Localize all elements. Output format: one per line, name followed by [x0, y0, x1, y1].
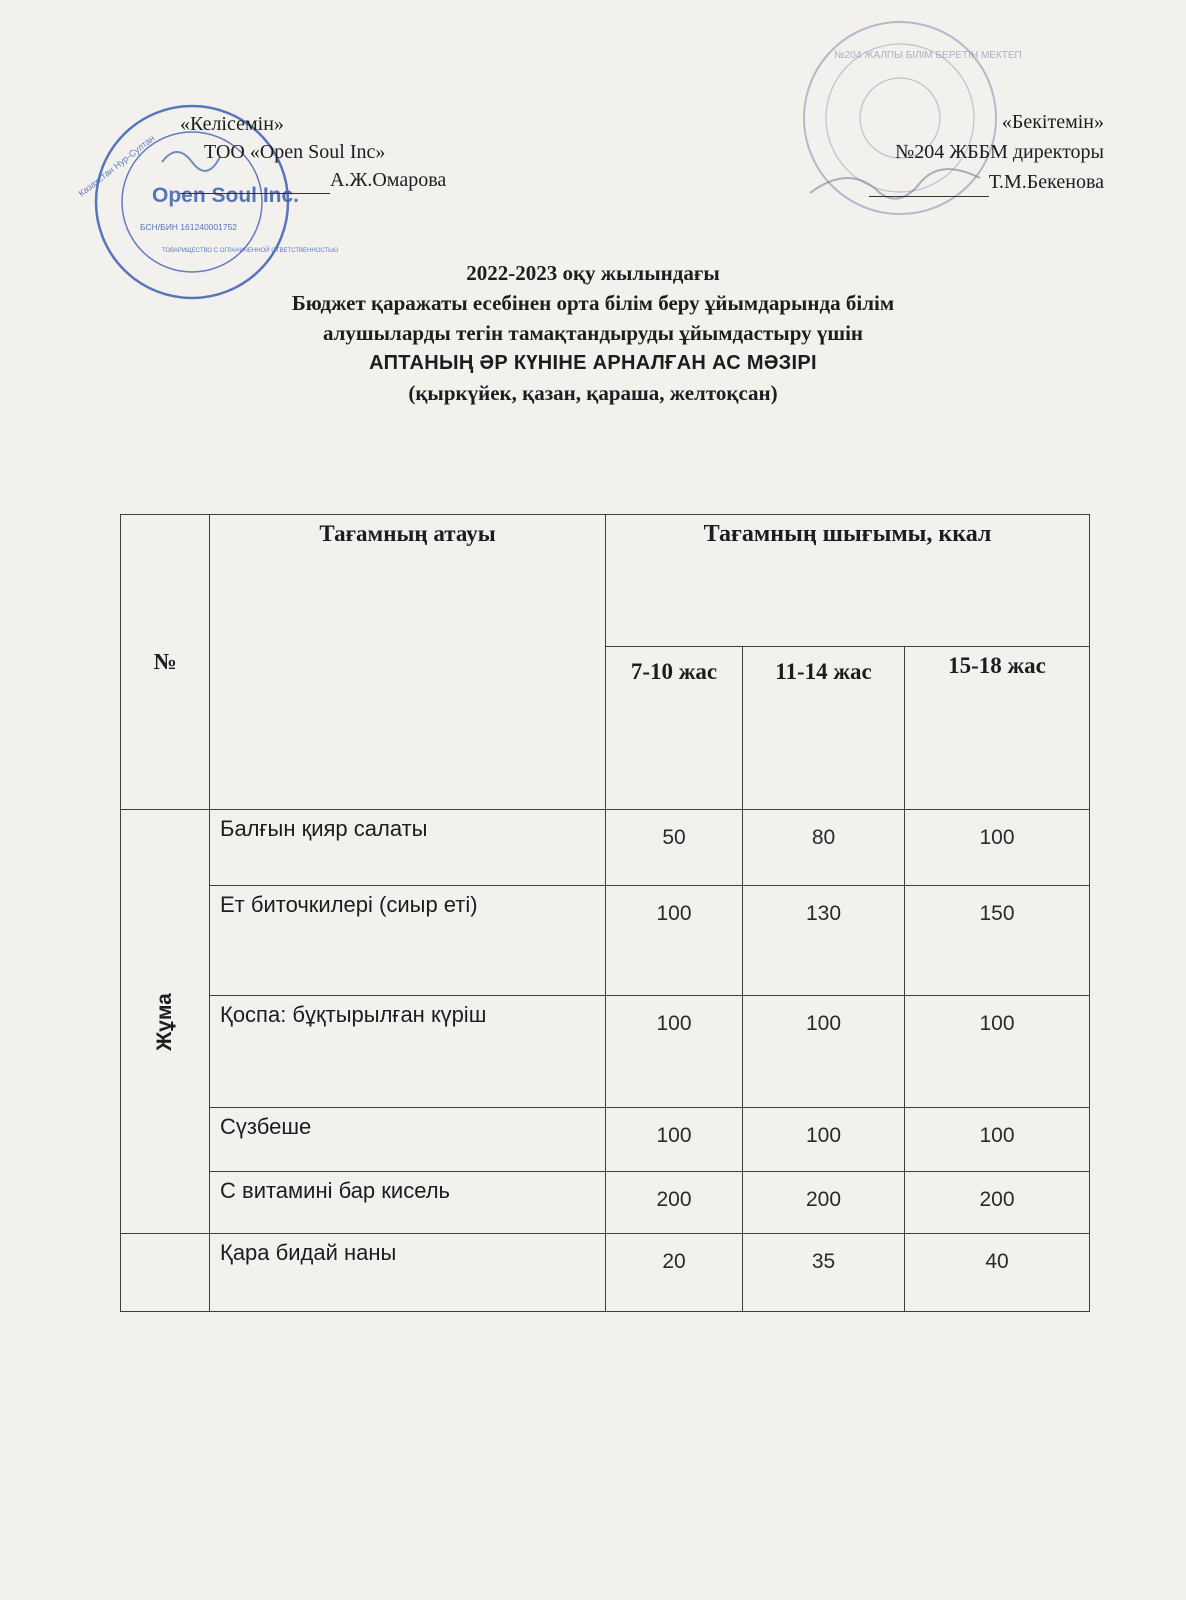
value-15-18: 150: [905, 886, 1090, 996]
value-7-10: 100: [606, 1108, 743, 1172]
value-11-14: 200: [743, 1172, 905, 1234]
approval-right-position: №204 ЖББМ директоры: [895, 141, 1104, 163]
value-7-10: 20: [606, 1234, 743, 1312]
table-row: [121, 1172, 1090, 1234]
table-row: [121, 1234, 1090, 1312]
title-line-5: (қыркүйек, қазан, қараша, желтоқсан): [408, 381, 778, 405]
value-15-18: 200: [905, 1172, 1090, 1234]
title-line-3: алушыларды тегін тамақтандыруды ұйымдастыру үшін: [322, 321, 864, 345]
stamp-company-text: Open Soul Inc.: [152, 184, 300, 207]
header-age-15-18: 15-18 жас: [905, 647, 1090, 810]
table-row: [121, 810, 1090, 886]
document-title: [120, 258, 1066, 408]
title-line-4: АПТАНЫҢ ӘР КҮНІНЕ АРНАЛҒАН АС МӘЗІРІ: [369, 352, 817, 374]
menu-table: [120, 514, 1090, 1312]
title-line-2: Бюджет қаражаты есебінен орта білім беру ұйымдарында білім: [291, 291, 895, 315]
value-11-14: 100: [743, 1108, 905, 1172]
header-age-7-10: 7-10 жас: [606, 647, 743, 810]
dish-name: Қара бидай наны: [210, 1234, 606, 1312]
table-row: [121, 1108, 1090, 1172]
stamp-city-text: Казахстан Нур-Султан: [76, 133, 157, 199]
value-15-18: 100: [905, 996, 1090, 1108]
header-dish-name: Тағамның атауы: [210, 515, 606, 810]
stamp-bin-text: БСН/БИН 161240001752: [140, 222, 238, 232]
day-cell: [121, 810, 210, 1234]
table-row: [121, 996, 1090, 1108]
stamp-org-type-text: ТОВАРИЩЕСТВО С ОГРАНИЧЕННОЙ ОТВЕТСТВЕННОСТЬЮ: [162, 248, 339, 254]
approval-right-signer: Т.М.Бекенова: [988, 171, 1104, 193]
empty-day-cell: [121, 1234, 210, 1312]
dish-name: С витамині бар кисель: [210, 1172, 606, 1234]
title-line-1: 2022-2023 оқу жылындағы: [466, 261, 720, 285]
header-number: №: [121, 515, 210, 810]
dish-name: Ет биточкилері (сиыр еті): [210, 886, 606, 996]
approval-left-label: «Келісемін»: [180, 113, 284, 135]
value-15-18: 100: [905, 810, 1090, 886]
value-11-14: 80: [743, 810, 905, 886]
dish-name: Балғын қияр салаты: [210, 810, 606, 886]
value-11-14: 100: [743, 996, 905, 1108]
value-11-14: 35: [743, 1234, 905, 1312]
value-7-10: 100: [606, 886, 743, 996]
stamp-school-text: №204 ЖАЛПЫ БІЛІМ БЕРЕТІН МЕКТЕП: [834, 50, 1022, 61]
approval-right: [869, 107, 1104, 197]
approval-right-label: «Бекітемін»: [1001, 111, 1104, 133]
header-age-11-14: 11-14 жас: [743, 647, 905, 810]
dish-name: Қоспа: бұқтырылған күріш: [210, 996, 606, 1108]
dish-name: Сүзбеше: [210, 1108, 606, 1172]
value-7-10: 200: [606, 1172, 743, 1234]
approval-left-org: ТОО «Open Soul Inc»: [204, 141, 386, 163]
value-7-10: 50: [606, 810, 743, 886]
value-7-10: 100: [606, 996, 743, 1108]
approval-left-signer: А.Ж.Омарова: [330, 169, 447, 191]
approval-left: [180, 110, 446, 194]
value-15-18: 40: [905, 1234, 1090, 1312]
header-output: Тағамның шығымы, ккал: [606, 515, 1090, 647]
table-row: [121, 886, 1090, 996]
value-11-14: 130: [743, 886, 905, 996]
day-label: Жұма: [153, 992, 176, 1051]
value-15-18: 100: [905, 1108, 1090, 1172]
